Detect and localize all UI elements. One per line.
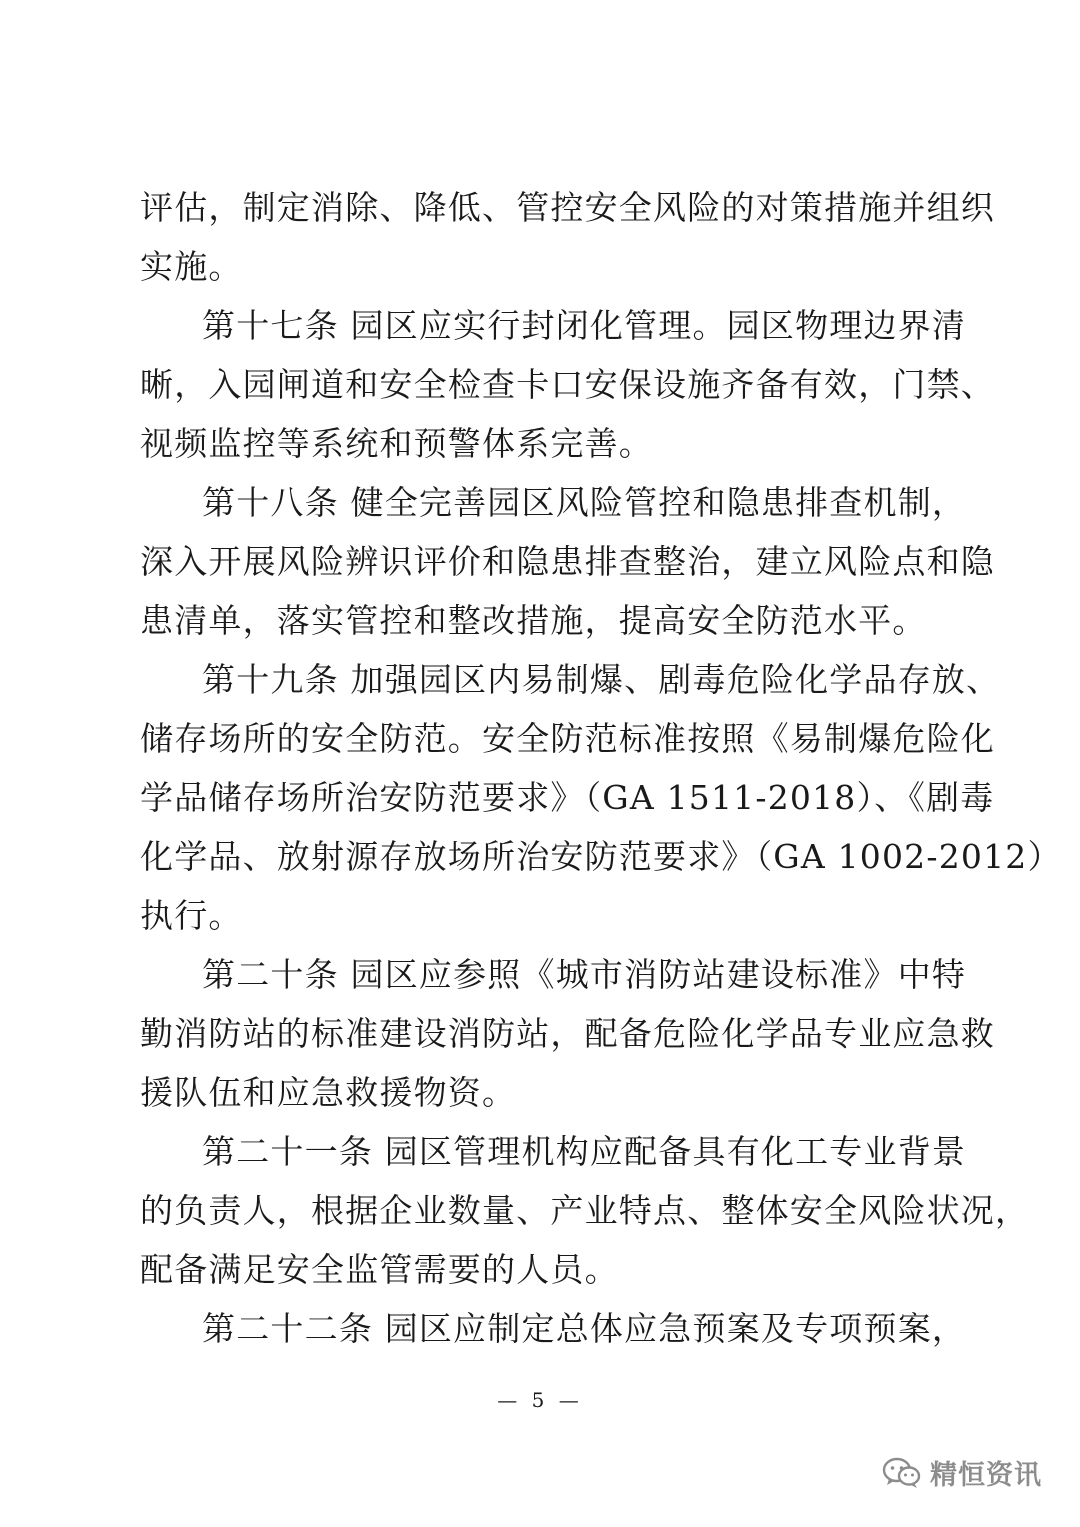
wechat-icon — [882, 1457, 922, 1489]
text-line: 执行。 — [140, 896, 243, 935]
text-line: 援队伍和应急救援物资。 — [140, 1073, 517, 1112]
text-line: 评估，制定消除、降低、管控安全风险的对策措施并组织 — [140, 188, 995, 227]
page-number: — 5 — — [497, 1388, 583, 1412]
text-line: 深入开展风险辨识评价和隐患排查整治，建立风险点和隐 — [140, 542, 995, 581]
text-line: 患清单，落实管控和整改措施，提高安全防范水平。 — [140, 601, 927, 640]
article-21-line: 第二十一条 园区管理机构应配备具有化工专业背景 — [202, 1132, 967, 1171]
article-19-line: 第十九条 加强园区内易制爆、剧毒危险化学品存放、 — [202, 660, 1001, 699]
text-line: 视频监控等系统和预警体系完善。 — [140, 424, 653, 463]
text-line: 勤消防站的标准建设消防站，配备危险化学品专业应急救 — [140, 1014, 995, 1053]
text-line: 配备满足安全监管需要的人员。 — [140, 1250, 619, 1289]
text-line: 储存场所的安全防范。安全防范标准按照《易制爆危险化 — [140, 719, 995, 758]
watermark — [882, 1453, 1042, 1492]
article-17-line: 第十七条 园区应实行封闭化管理。园区物理边界清 — [202, 306, 967, 345]
text-line: 实施。 — [140, 247, 243, 286]
text-line: 学品储存场所治安防范要求》（GA 1511-2018）、《剧毒 — [140, 778, 995, 817]
article-20-line: 第二十条 园区应参照《城市消防站建设标准》中特 — [202, 955, 967, 994]
article-22-line: 第二十二条 园区应制定总体应急预案及专项预案， — [202, 1309, 967, 1348]
article-18-line: 第十八条 健全完善园区风险管控和隐患排查机制， — [202, 483, 967, 522]
text-line: 晰，入园闸道和安全检查卡口安保设施齐备有效，门禁、 — [140, 365, 995, 404]
text-line: 化学品、放射源存放场所治安防范要求》（GA 1002-2012） — [140, 837, 1062, 876]
document-body — [140, 178, 1062, 1358]
text-line: 的负责人，根据企业数量、产业特点、整体安全风险状况， — [140, 1191, 1030, 1230]
watermark-text: 精恒资讯 — [930, 1460, 1042, 1491]
